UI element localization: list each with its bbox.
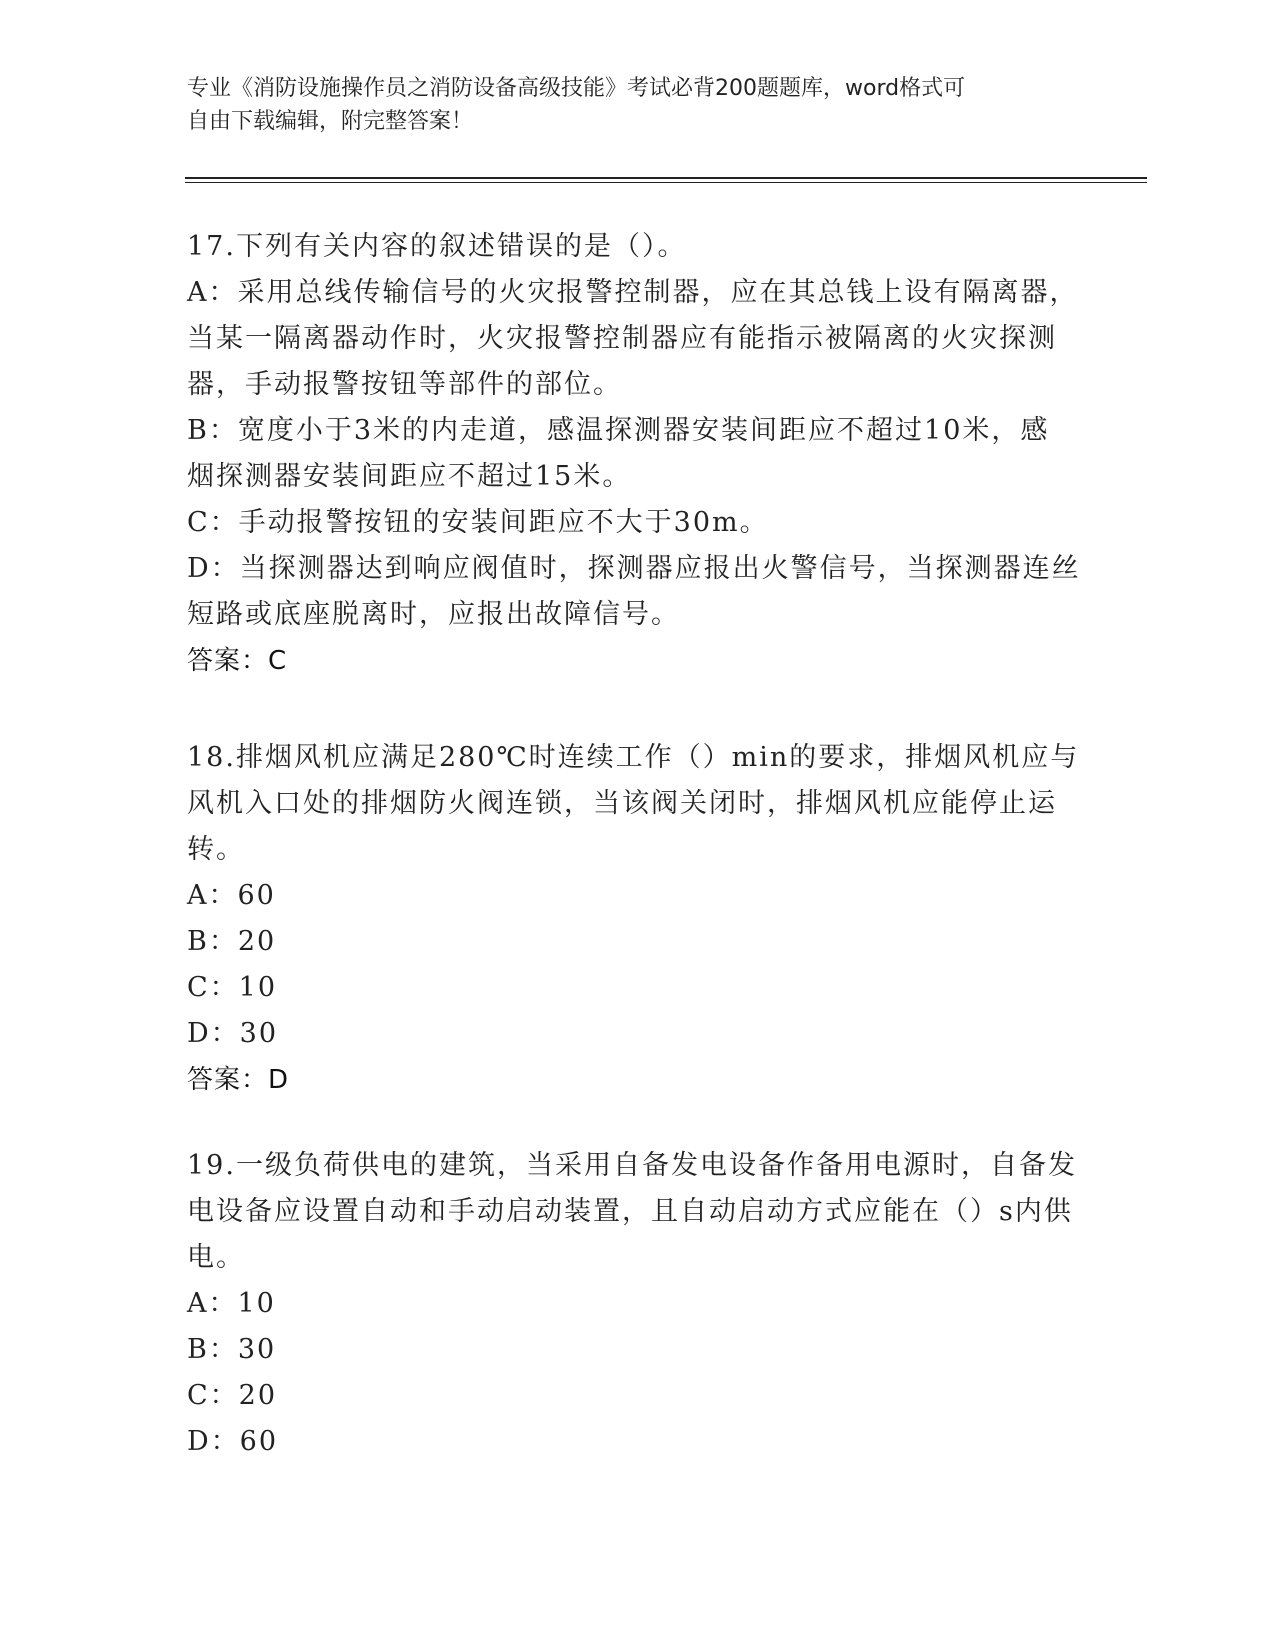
question-19-stem-line-3: 电。: [187, 1242, 245, 1273]
question-17-option-d-line-2: 短路或底座脱离时，应报出故障信号。: [187, 599, 680, 630]
question-17-option-a-line-2: 当某一隔离器动作时，火灾报警控制器应有能指示被隔离的火灾探测: [187, 323, 1057, 354]
question-19-option-a: A：10: [187, 1288, 276, 1319]
question-18-option-c: C：10: [187, 972, 278, 1003]
question-19: [187, 1143, 1087, 1465]
question-17-option-a-line-1: A：采用总线传输信号的火灾报警控制器，应在其总钱上设有隔离器，: [187, 277, 1079, 308]
question-17-option-a-line-3: 器，手动报警按钮等部件的部位。: [187, 369, 622, 400]
question-18-option-a: A：60: [187, 880, 276, 911]
header-divider-top: [185, 177, 1147, 179]
question-18-answer: 答案：D: [187, 1065, 290, 1095]
question-18-stem-line-3: 转。: [187, 834, 245, 865]
question-19-stem-line-2: 电设备应设置自动和手动启动装置，且自动启动方式应能在（）s内供: [187, 1196, 1073, 1227]
header-line-2: 自由下载编辑，附完整答案！: [187, 109, 474, 134]
question-17-option-b-line-2: 烟探测器安装间距应不超过15米。: [187, 461, 632, 492]
question-17-stem: 17.下列有关内容的叙述错误的是（）。: [187, 231, 687, 262]
question-19-stem-line-1: 19.一级负荷供电的建筑，当采用自备发电设备作备用电源时，自备发: [187, 1150, 1077, 1181]
question-19-option-d: D：60: [187, 1426, 279, 1457]
question-18-option-d: D：30: [187, 1018, 279, 1049]
question-17-option-b-line-1: B：宽度小于3米的内走道，感温探测器安装间距应不超过10米，感: [187, 415, 1050, 446]
question-18-option-b: B：20: [187, 926, 277, 957]
question-18-stem-line-2: 风机入口处的排烟防火阀连锁，当该阀关闭时，排烟风机应能停止运: [187, 788, 1057, 819]
question-17-option-d-line-1: D：当探测器达到响应阀值时，探测器应报出火警信号，当探测器连丝: [187, 553, 1081, 584]
document-header: [187, 72, 1087, 138]
header-line-1: 专业《消防设施操作员之消防设备高级技能》考试必背200题题库，word格式可: [187, 76, 966, 101]
question-17: [187, 224, 1087, 684]
question-18: [187, 735, 1087, 1103]
question-17-answer: 答案：C: [187, 646, 288, 676]
question-18-stem-line-1: 18.排烟风机应满足280℃时连续工作（）min的要求，排烟风机应与: [187, 742, 1080, 773]
question-17-option-c: C：手动报警按钮的安装间距应不大于30m。: [187, 507, 769, 538]
question-19-option-c: C：20: [187, 1380, 278, 1411]
question-19-option-b: B：30: [187, 1334, 277, 1365]
header-divider-bottom: [185, 182, 1147, 183]
